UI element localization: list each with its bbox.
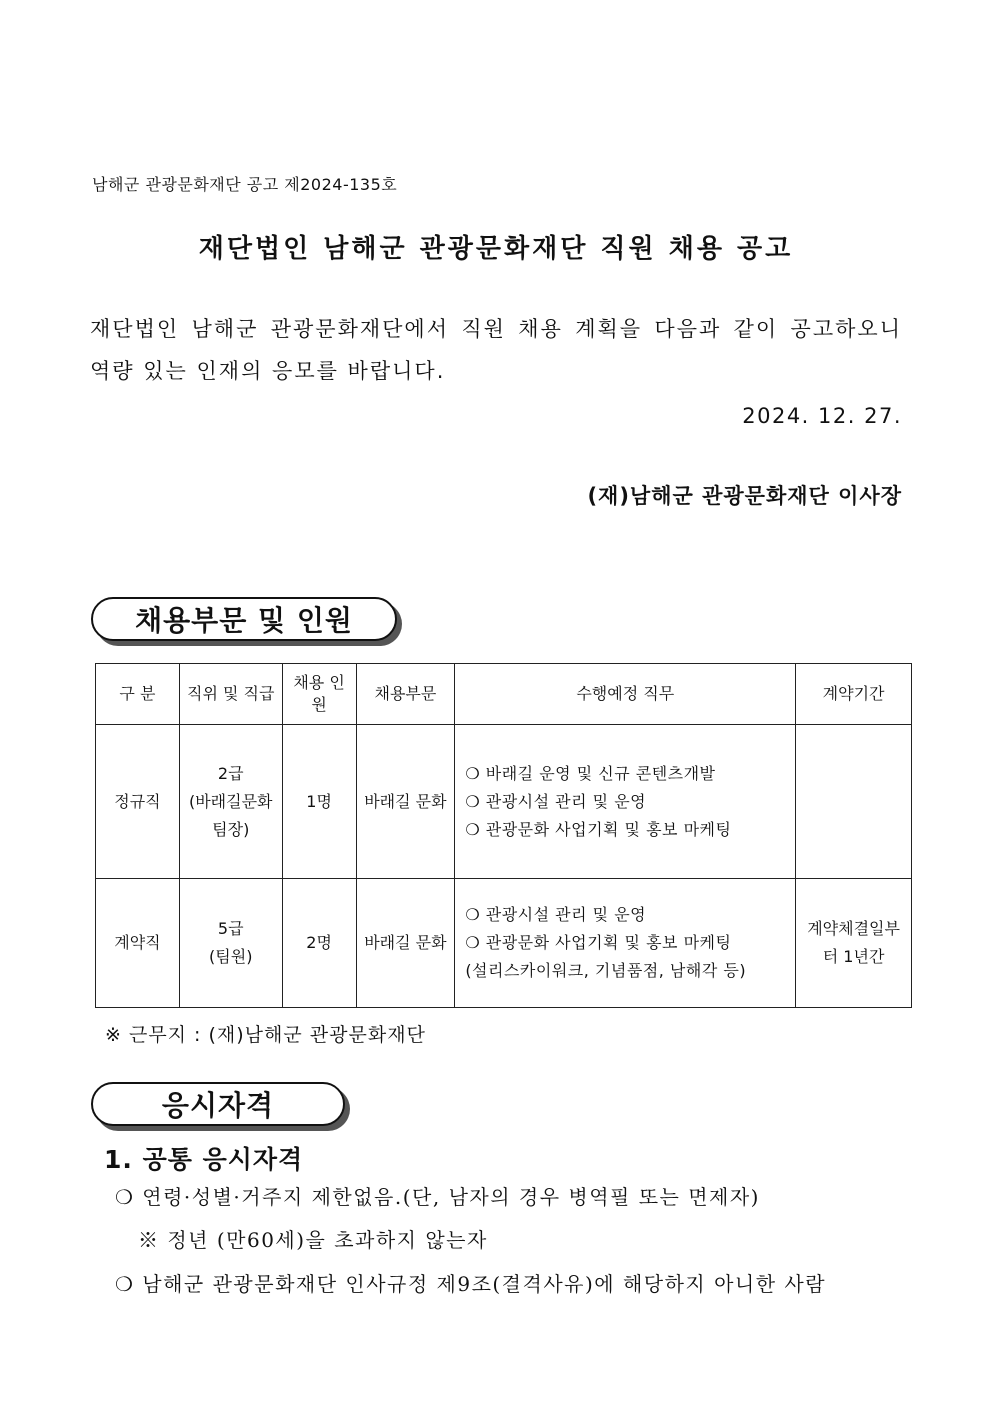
subheading-common-qualifications: 1. 공통 응시자격 bbox=[104, 1145, 304, 1174]
duty-item: ❍ 관광시설 관리 및 운영 bbox=[465, 905, 647, 924]
col-header-type: 구 분 bbox=[96, 664, 180, 725]
cell-type: 계약직 bbox=[96, 879, 180, 1008]
qualification-item: ❍ 연령·성별·거주지 제한없음.(단, 남자의 경우 병역필 또는 면제자) bbox=[115, 1185, 760, 1209]
duty-item: ❍ 관광문화 사업기획 및 홍보 마케팅 bbox=[465, 933, 732, 952]
cell-grade-level: 2급 bbox=[217, 763, 244, 783]
cell-headcount: 1명 bbox=[282, 725, 356, 879]
cell-department: 바래길 문화 bbox=[356, 879, 455, 1008]
notice-number: 남해군 관광문화재단 공고 제2024-135호 bbox=[92, 175, 398, 194]
section-heading-recruitment: 채용부문 및 인원 bbox=[91, 597, 397, 641]
cell-headcount: 2명 bbox=[282, 879, 356, 1008]
duty-item: ❍ 관광문화 사업기획 및 홍보 마케팅 bbox=[465, 819, 732, 839]
table-row bbox=[96, 725, 912, 879]
page-title: 재단법인 남해군 관광문화재단 직원 채용 공고 bbox=[198, 234, 794, 264]
cell-grade bbox=[179, 879, 282, 1008]
cell-department: 바래길 문화 bbox=[356, 725, 455, 879]
cell-grade-level: 5급 bbox=[217, 919, 244, 938]
intro-paragraph: 재단법인 남해군 관광문화재단에서 직원 채용 계획을 다음과 같이 공고하오니 역량 있는 인재의 응모를 바랍니다. bbox=[90, 317, 902, 383]
qualification-item: ❍ 남해군 관광문화재단 인사규정 제9조(결격사유)에 해당하지 아니한 사람 bbox=[115, 1272, 827, 1296]
col-header-department: 채용부문 bbox=[356, 664, 455, 725]
col-header-headcount: 채용 인원 bbox=[282, 664, 356, 725]
cell-period: 계약체결일부터 1년간 bbox=[796, 879, 912, 1008]
col-header-period: 계약기간 bbox=[796, 664, 912, 725]
cell-grade bbox=[179, 725, 282, 879]
cell-duties bbox=[455, 879, 796, 1008]
cell-type: 정규직 bbox=[96, 725, 180, 879]
cell-duties bbox=[455, 725, 796, 879]
col-header-duties: 수행예정 직무 bbox=[455, 664, 796, 725]
qualification-note: ※ 정년 (만60세)을 초과하지 않는자 bbox=[138, 1228, 488, 1252]
cell-period bbox=[796, 725, 912, 879]
duty-item: ❍ 바래길 운영 및 신규 콘텐츠개발 bbox=[465, 763, 716, 783]
col-header-grade: 직위 및 직급 bbox=[179, 664, 282, 725]
table-row bbox=[96, 879, 912, 1008]
duty-item: (설리스카이워크, 기념품점, 남해각 등) bbox=[465, 961, 747, 980]
issuing-organization: (재)남해군 관광문화재단 이사장 bbox=[587, 484, 902, 508]
cell-grade-detail: (바래길문화팀장) bbox=[188, 791, 273, 839]
section-heading-qualifications: 응시자격 bbox=[91, 1082, 345, 1126]
cell-grade-detail: (팀원) bbox=[209, 947, 253, 966]
recruitment-table bbox=[95, 663, 912, 1008]
table-header-row bbox=[96, 664, 912, 725]
notice-date: 2024. 12. 27. bbox=[742, 404, 902, 428]
workplace-note: ※ 근무지 : (재)남해군 관광문화재단 bbox=[105, 1024, 426, 1046]
duty-item: ❍ 관광시설 관리 및 운영 bbox=[465, 791, 647, 811]
